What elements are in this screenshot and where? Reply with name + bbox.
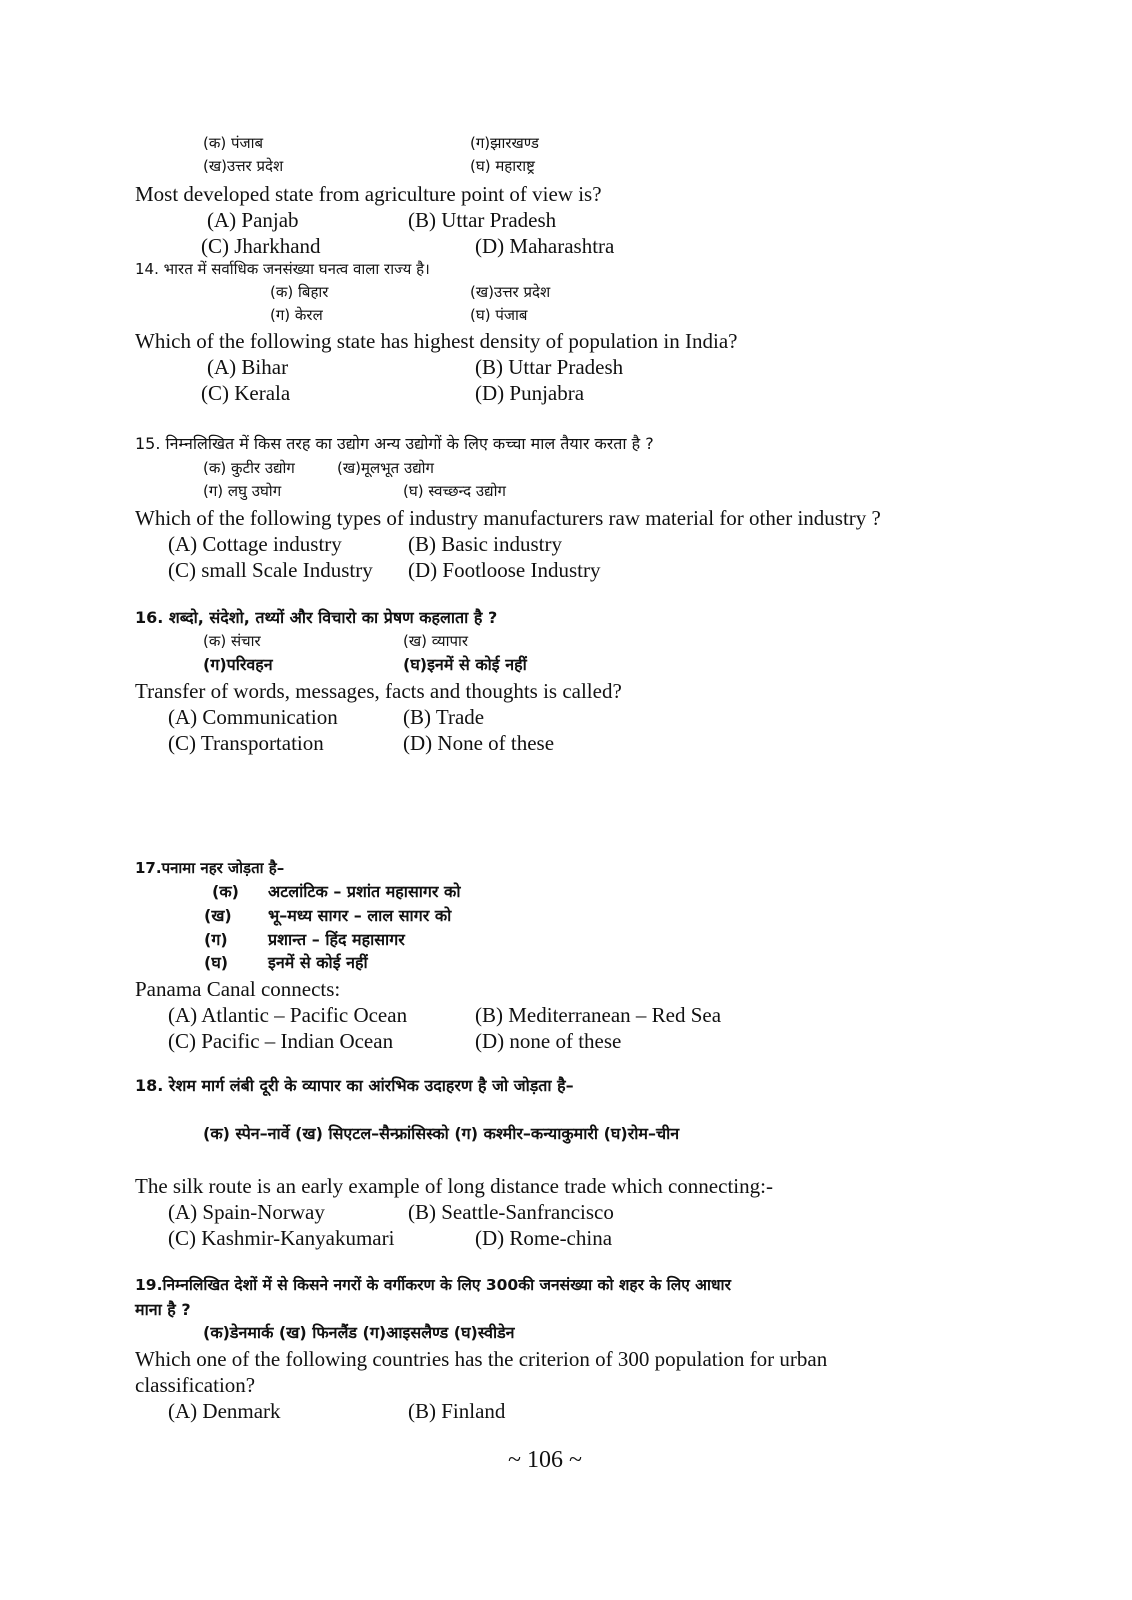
q17-en-option-c: (C) Pacific – Indian Ocean xyxy=(168,1029,394,1053)
q15-en-option-a: (A) Cottage industry xyxy=(168,532,342,556)
q15-hi-question: 15. निम्नलिखित में किस तरह का उद्योग अन्य उद्योगों के लिए कच्चा माल तैयार करता है ? xyxy=(135,434,654,453)
q19-en-option-b: (B) Finland xyxy=(408,1399,506,1423)
q17-hi-option-label: (ख) xyxy=(204,906,232,925)
q17-en-option-a: (A) Atlantic – Pacific Ocean xyxy=(168,1003,408,1027)
q16-en-option-b: (B) Trade xyxy=(403,705,485,729)
q14-en-option-a: (A) Bihar xyxy=(207,355,289,379)
q17-en-option-b: (B) Mediterranean – Red Sea xyxy=(475,1003,722,1027)
q13-hi-option-ga: (ग)झारखण्ड xyxy=(470,134,539,152)
q18-en-option-a: (A) Spain-Norway xyxy=(168,1200,325,1224)
q16-en-question: Transfer of words, messages, facts and thoughts is called? xyxy=(135,679,622,703)
q13-en-question: Most developed state from agriculture point of view is? xyxy=(135,182,602,206)
q19-hi-question-line1: 19.निम्नलिखित देशों में से किसने नगरों के वर्गीकरण के लिए 300की जनसंख्या को शहर के लिए आधार xyxy=(135,1276,731,1294)
q16-hi-option-kha: (ख) व्यापार xyxy=(403,632,468,650)
q19-hi-options: (क)डेनमार्क (ख) फिनलैंड (ग)आइसलैण्ड (घ)स्वीडेन xyxy=(203,1323,515,1342)
q15-hi-option-ka: (क) कुटीर उद्योग xyxy=(203,459,295,477)
q18-en-option-b: (B) Seattle-Sanfrancisco xyxy=(408,1200,614,1224)
q16-hi-question: 16. शब्दो, संदेशो, तथ्यों और विचारो का प्रेषण कहलाता है ? xyxy=(135,608,498,627)
q17-hi-option-text: भू–मध्य सागर – लाल सागर को xyxy=(268,906,452,925)
q15-en-option-b: (B) Basic industry xyxy=(408,532,562,556)
q18-hi-options: (क) स्पेन–नार्वे (ख) सिएटल–सैन्फ्रांसिस्को (ग) कश्मीर–कन्याकुमारी (घ)रोम–चीन xyxy=(203,1124,680,1143)
q14-hi-option-gha: (घ) पंजाब xyxy=(470,306,528,324)
q17-hi-option-label: (ग) xyxy=(204,930,228,949)
q13-hi-option-ka: (क) पंजाब xyxy=(203,134,264,152)
q15-en-option-d: (D) Footloose Industry xyxy=(408,558,601,582)
q17-hi-option-text: अटलांटिक – प्रशांत महासागर को xyxy=(268,882,461,901)
q16-hi-option-ga: (ग)परिवहन xyxy=(203,655,273,674)
q14-hi-option-ga: (ग) केरल xyxy=(270,306,323,324)
q18-en-option-c: (C) Kashmir-Kanyakumari xyxy=(168,1226,395,1250)
q14-hi-question: 14. भारत में सर्वाधिक जनसंख्या घनत्व वाला राज्य है। xyxy=(135,260,430,278)
q19-en-option-a: (A) Denmark xyxy=(168,1399,281,1423)
q18-hi-question: 18. रेशम मार्ग लंबी दूरी के व्यापार का आंरभिक उदाहरण है जो जोड़ता है– xyxy=(135,1076,574,1095)
q19-en-question-line1: Which one of the following countries has the criterion of 300 population for urban xyxy=(135,1347,828,1371)
q14-hi-option-kha: (ख)उत्तर प्रदेश xyxy=(470,283,551,301)
q15-hi-option-kha: (ख)मूलभूत उद्योग xyxy=(337,459,434,477)
q13-en-option-d: (D) Maharashtra xyxy=(475,234,615,258)
q16-en-option-a: (A) Communication xyxy=(168,705,338,729)
q16-en-option-c: (C) Transportation xyxy=(168,731,324,755)
q13-en-option-b: (B) Uttar Pradesh xyxy=(408,208,557,232)
q17-hi-option-label: (घ) xyxy=(204,953,229,972)
q13-en-option-a: (A) Panjab xyxy=(207,208,299,232)
page-number: ~ 106 ~ xyxy=(508,1447,582,1473)
q17-en-option-d: (D) none of these xyxy=(475,1029,622,1053)
q13-en-option-c: (C) Jharkhand xyxy=(201,234,321,258)
q15-en-option-c: (C) small Scale Industry xyxy=(168,558,373,582)
q17-hi-option-text: इनमें से कोई नहीं xyxy=(268,953,368,972)
q14-en-option-b: (B) Uttar Pradesh xyxy=(475,355,624,379)
q17-hi-question: 17.पनामा नहर जोड़ता है– xyxy=(135,859,285,877)
q16-hi-option-ka: (क) संचार xyxy=(203,632,261,650)
q15-hi-option-gha: (घ) स्वच्छन्द उद्योग xyxy=(403,482,506,500)
q15-hi-option-ga: (ग) लघु उघोग xyxy=(203,482,282,500)
q15-en-question: Which of the following types of industry manufacturers raw material for other industry ? xyxy=(135,506,881,530)
q19-en-question-line2: classification? xyxy=(135,1373,256,1397)
q17-hi-option-label: (क) xyxy=(212,882,239,901)
q14-en-question: Which of the following state has highest density of population in India? xyxy=(135,329,738,353)
q13-hi-option-kha: (ख)उत्तर प्रदेश xyxy=(203,157,284,175)
q14-hi-option-ka: (क) बिहार xyxy=(270,283,329,301)
q13-hi-option-gha: (घ) महाराष्ट्र xyxy=(470,157,535,175)
q19-hi-question-line2: माना है ? xyxy=(135,1300,191,1319)
q14-en-option-d: (D) Punjabra xyxy=(475,381,585,405)
q18-en-question: The silk route is an early example of long distance trade which connecting:- xyxy=(135,1174,773,1198)
q18-en-option-d: (D) Rome-china xyxy=(475,1226,613,1250)
q17-hi-option-text: प्रशान्त – हिंद महासागर xyxy=(268,930,405,949)
q17-en-question: Panama Canal connects: xyxy=(135,977,341,1001)
q16-en-option-d: (D) None of these xyxy=(403,731,555,755)
q16-hi-option-gha: (घ)इनमें से कोई नहीं xyxy=(403,655,527,674)
q14-en-option-c: (C) Kerala xyxy=(201,381,291,405)
